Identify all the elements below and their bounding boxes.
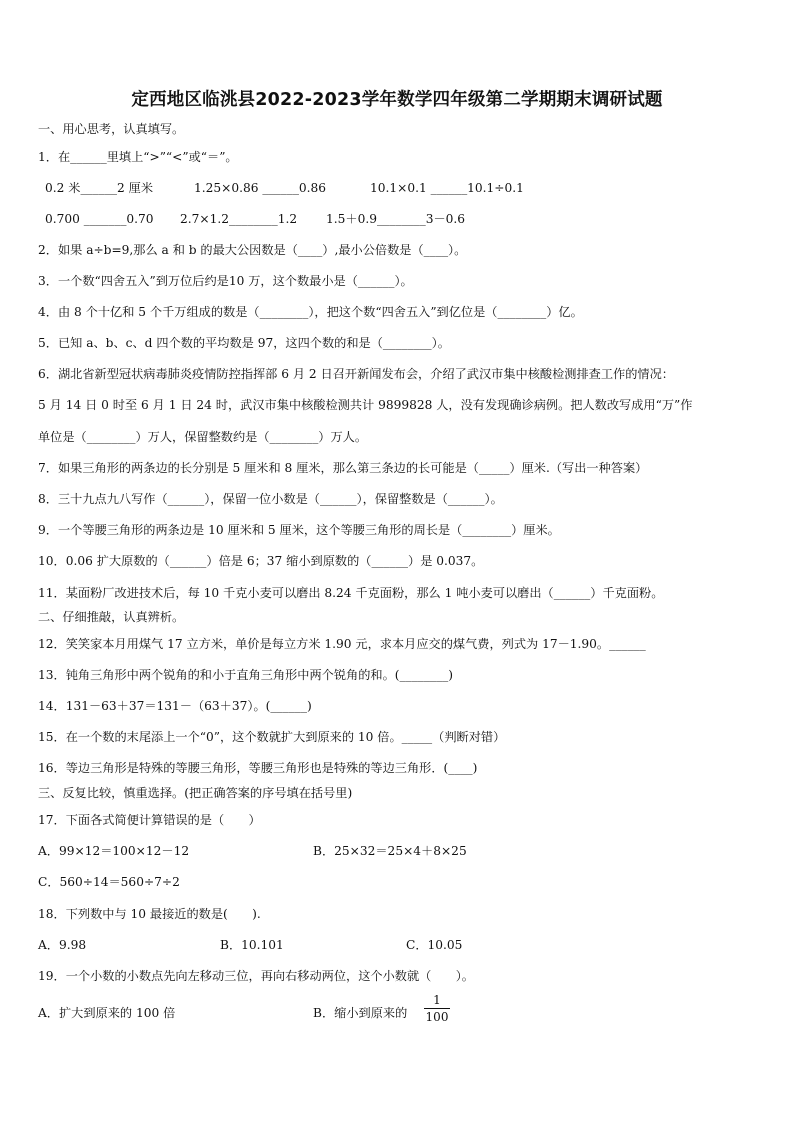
q19-option-b-fraction xyxy=(424,993,450,1024)
question-12: 12．笑笑家本月用煤气 17 立方米，单价是每立方米 1.90 元，求本月应交的煤气费，列式为 17－1.90。______ xyxy=(38,637,646,651)
question-6-line-2: 5 月 14 日 0 时至 6 月 1 日 24 时，武汉市集中核酸检测共计 9899828 人，没有发现确诊病例。把人数改写成用“万”作 xyxy=(38,398,693,412)
q18-option-c: C．10.05 xyxy=(406,938,463,952)
question-4: 4．由 8 个十亿和 5 个千万组成的数是（________），把这个数“四舍五入”到亿位是（________）亿。 xyxy=(38,305,583,319)
q19-option-a: A．扩大到原来的 100 倍 xyxy=(38,1006,176,1020)
q1-item-2: 1.25×0.86 ______0.86 xyxy=(194,181,327,195)
question-16: 16．等边三角形是特殊的等腰三角形，等腰三角形也是特殊的等边三角形．(____) xyxy=(38,761,478,775)
q1-item-6: 1.5＋0.9________3－0.6 xyxy=(326,212,466,226)
section-heading-1: 一、用心思考，认真填写。 xyxy=(38,122,185,136)
q19-option-b: B．缩小到原来的 xyxy=(313,1006,408,1020)
question-6-line-3: 单位是（________）万人，保留整数约是（________）万人。 xyxy=(38,430,368,444)
question-5: 5．已知 a、b、c、d 四个数的平均数是 97，这四个数的和是（________）。 xyxy=(38,336,450,350)
section-heading-3: 三、反复比较，慎重选择。(把正确答案的序号填在括号里) xyxy=(38,786,353,800)
question-19-stem: 19．一个小数的小数点先向左移动三位，再向右移动两位，这个小数就（ ）。 xyxy=(38,969,474,983)
fraction-denominator: 100 xyxy=(425,1010,449,1024)
question-9: 9．一个等腰三角形的两条边是 10 厘米和 5 厘米，这个等腰三角形的周长是（________）厘米。 xyxy=(38,523,560,537)
question-11: 11．某面粉厂改进技术后，每 10 千克小麦可以磨出 8.24 千克面粉，那么 1 吨小麦可以磨出（______）千克面粉。 xyxy=(38,586,664,600)
q1-item-3: 10.1×0.1 ______10.1÷0.1 xyxy=(370,181,524,195)
q18-option-b: B．10.101 xyxy=(220,938,284,952)
question-17-stem: 17．下面各式简便计算错误的是（ ） xyxy=(38,813,261,827)
question-7: 7．如果三角形的两条边的长分别是 5 厘米和 8 厘米，那么第三条边的长可能是（_____）厘米.（写出一种答案） xyxy=(38,461,648,475)
q1-item-5: 2.7×1.2________1.2 xyxy=(180,212,298,226)
q17-option-a: A．99×12＝100×12－12 xyxy=(38,844,190,858)
question-10: 10．0.06 扩大原数的（______）倍是 6；37 缩小到原数的（______）是 0.037。 xyxy=(38,554,484,568)
question-14: 14．131－63＋37＝131－（63＋37）。(______) xyxy=(38,699,312,713)
fraction-bar xyxy=(424,1008,450,1009)
question-8: 8．三十九点九八写作（______），保留一位小数是（______），保留整数是（______）。 xyxy=(38,492,503,506)
question-3: 3．一个数“四舍五入”到万位后约是10 万，这个数最小是（______）。 xyxy=(38,274,413,288)
question-18-stem: 18．下列数中与 10 最接近的数是( ). xyxy=(38,907,261,921)
q17-option-c: C．560÷14＝560÷7÷2 xyxy=(38,875,180,889)
q17-option-b: B．25×32＝25×4＋8×25 xyxy=(313,844,467,858)
fraction-numerator: 1 xyxy=(433,993,441,1007)
question-6-line-1: 6．湖北省新型冠状病毒肺炎疫情防控指挥部 6 月 2 日召开新闻发布会，介绍了武汉市集中核酸检测排查工作的情况： xyxy=(38,367,674,381)
question-2: 2．如果 a÷b=9,那么 a 和 b 的最大公因数是（____）,最小公倍数是（____）。 xyxy=(38,243,467,257)
question-1-stem: 1．在______里填上“>”“<”或“＝”。 xyxy=(38,150,238,164)
q18-option-a: A．9.98 xyxy=(38,938,87,952)
q1-item-4: 0.700 _______0.70 xyxy=(45,212,154,226)
section-heading-2: 二、仔细推敲，认真辨析。 xyxy=(38,610,185,624)
q1-item-1: 0.2 米______2 厘米 xyxy=(45,181,154,195)
question-15: 15．在一个数的末尾添上一个“0”，这个数就扩大到原来的 10 倍。_____（判断对错） xyxy=(38,730,506,744)
page-title: 定西地区临洮县2022-2023学年数学四年级第二学期期末调研试题 xyxy=(131,90,663,110)
question-13: 13．钝角三角形中两个锐角的和小于直角三角形中两个锐角的和。(________) xyxy=(38,668,454,682)
